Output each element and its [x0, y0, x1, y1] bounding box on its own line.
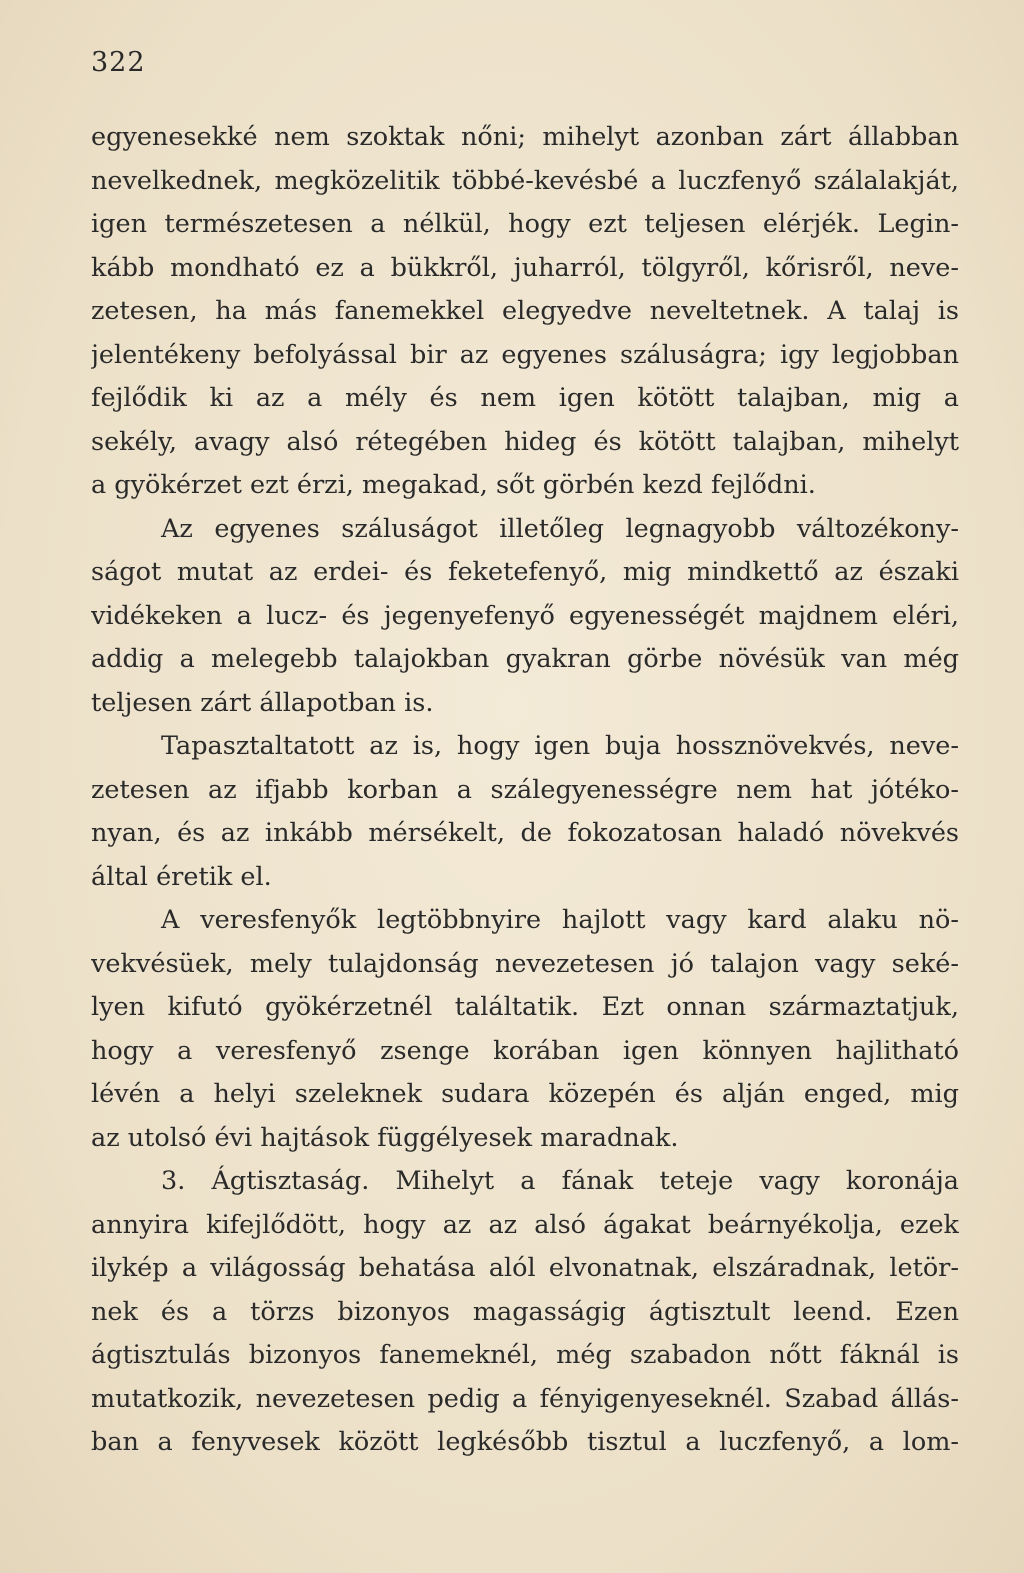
- text-line: jelentékeny befolyással bir az egyenes száluságra; igy legjobban: [91, 339, 959, 370]
- text-line: lyen kifutó gyökérzetnél találtatik. Ezt onnan származtatjuk,: [91, 992, 959, 1022]
- text-line: ban a fenyvesek között legkésőbb tisztul a luczfenyő, a lom-: [91, 1427, 959, 1457]
- text-line: által éretik el.: [91, 861, 272, 892]
- text-line: nevelkednek, megközelitik többé-kevésbé a luczfenyő szálalakját,: [91, 165, 959, 196]
- text-line: lévén a helyi szeleknek sudara közepén és alján enged, mig: [91, 1079, 959, 1109]
- paragraph-4: [91, 899, 959, 1160]
- text-line: addig a melegebb talajokban gyakran görbe növésük van még: [91, 644, 959, 674]
- text-line: annyira kifejlődött, hogy az az alsó ágakat beárnyékolja, ezek: [91, 1209, 959, 1240]
- text-line: Az egyenes száluságot illetőleg legnagyobb változékony-: [161, 513, 959, 544]
- text-line: sekély, avagy alsó rétegében hideg és kötött talajban, mihelyt: [91, 426, 959, 457]
- text-line: teljesen zárt állapotban is.: [91, 687, 434, 718]
- text-line: ságot mutat az erdei- és feketefenyő, mig mindkettő az északi: [91, 557, 959, 587]
- paragraph-1: [91, 116, 959, 508]
- text-line: ilykép a világosság behatása alól elvonatnak, elszáradnak, letör-: [91, 1253, 959, 1283]
- text-line: ágtisztulás bizonyos fanemeknél, még szabadon nőtt fáknál is: [91, 1340, 959, 1370]
- text-line: a gyökérzet ezt érzi, megakad, sőt görbén kezd fejlődni.: [91, 470, 816, 500]
- text-line: igen természetesen a nélkül, hogy ezt teljesen elérjék. Legin-: [91, 209, 959, 239]
- text-line: zetesen az ifjabb korban a szálegyenességre nem hat jótéko-: [91, 774, 959, 805]
- paragraph-2: [91, 508, 959, 726]
- body-text: [91, 116, 959, 1465]
- text-line: vekvésüek, mely tulajdonság nevezetesen jó talajon vagy seké-: [91, 948, 959, 979]
- paragraph-3: [91, 725, 959, 899]
- text-line: nek és a törzs bizonyos magasságig ágtisztult leend. Ezen: [91, 1296, 959, 1327]
- text-line: vidékeken a lucz- és jegenyefenyő egyenességét majdnem eléri,: [91, 600, 959, 631]
- text-line: A veresfenyők legtöbbnyire hajlott vagy kard alaku nö-: [161, 905, 959, 935]
- text-line: Tapasztaltatott az is, hogy igen buja hossznövekvés, neve-: [161, 731, 959, 761]
- text-line: nyan, és az inkább mérsékelt, de fokozatosan haladó növekvés: [91, 818, 959, 848]
- text-line: az utolsó évi hajtások függélyesek maradnak.: [91, 1122, 679, 1153]
- text-line: hogy a veresfenyő zsenge korában igen könnyen hajlitható: [91, 1035, 959, 1066]
- text-line: egyenesekké nem szoktak nőni; mihelyt azonban zárt állabban: [91, 122, 959, 152]
- text-line: zetesen, ha más fanemekkel elegyedve neveltetnek. A talaj is: [91, 296, 959, 326]
- page-number: 322: [91, 47, 146, 78]
- text-line: 3. Ágtisztaság. Mihelyt a fának teteje vagy koronája: [161, 1166, 959, 1196]
- paragraph-5: [91, 1160, 959, 1465]
- text-line: fejlődik ki az a mély és nem igen kötött talajban, mig a: [91, 383, 959, 413]
- text-line: mutatkozik, nevezetesen pedig a fényigenyeseknél. Szabad állás-: [91, 1383, 959, 1414]
- text-line: kább mondható ez a bükkről, juharról, tölgyről, kőrisről, neve-: [91, 252, 959, 283]
